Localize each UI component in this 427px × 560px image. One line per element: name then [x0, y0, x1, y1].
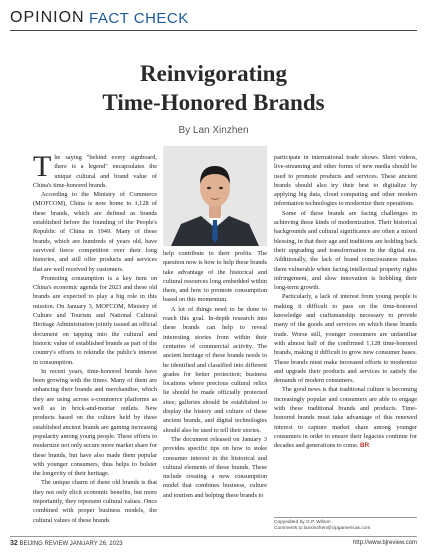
- paragraph: The good news is that traditional culture is becoming increasingly popular and consumers are able to engage with these traditional brands and products. Time-honored brands must take advantage of this renewed interest to capture market share among younger consumers in order to ensure their legacies continue for decades and generations to come. BR: [274, 386, 417, 450]
- footer-divider: [10, 536, 417, 537]
- paragraph: participate in international trade shows. Short videos, live-streaming and other forms of new media should be used to promote products and services. These ancient brands should also try their best to digitalize by applying big data, cloud computing and other modern information technologies to modernize their operations.: [274, 154, 417, 208]
- subsection-label: FACT CHECK: [89, 10, 189, 27]
- paragraph: help contribute to their profits. The question now is how to help these brands take advantage of the historical and cultural resources long embedded within them, and how to promote consumption based on this momentum.: [163, 250, 267, 304]
- article-column-3: [274, 153, 417, 451]
- header-divider: [10, 30, 417, 31]
- end-mark: BR: [360, 442, 370, 450]
- paragraph: Promoting consumption is a key item on China's economic agenda for 2023 and these old brands are expected to play a big role in this mission. On January 3, MOFCOM, Ministry of Culture and Tourism and National Cultural Heritage Administration jointly issued an official document on tapping into the cultural and historic value of established brands as part of the country's efforts to rekindle the public's interest in consumption.: [33, 274, 157, 366]
- paragraph: Particularly, a lack of interest from young people is making it difficult to pass on the time-honored knowledge and craftsmanship necessary to provide many of the goods and services on which these brands trade. Worse still, younger consumers are unfamiliar with almost half of the confirmed 1,128 time-honored brands, making it difficult to grow new consumer bases. These brands must make increased efforts to modernize and upgrade their products and services to satisfy the demands of modern consumers.: [274, 293, 417, 385]
- page-number: 32: [10, 540, 18, 547]
- paragraph: The document released on January 3 provides specific tips on how to stoke consumer interest in the historical and cultural elements of these brands. These include creating a new consumption model that combines business, culture and tourism and helping these brands to: [163, 435, 267, 499]
- article-title-line2: Time-Honored Brands: [102, 90, 325, 115]
- copyedit-divider: [274, 517, 417, 518]
- paragraph: Some of these brands are facing challenges in achieving these kinds of modernization. Their historical backgrounds and cultural significance are often a mixed blessing, in that their age and traditions are holding back their upgrading and transformation in the digital era. Additionally, the lack of brand consciousness makes them vulnerable when facing intellectual property rights infringement, and slow innovation is hobbling their long-term growth.: [274, 209, 417, 292]
- copyedit-credit: Copyedited by G.P. Wilson: [274, 520, 331, 525]
- byline: By Lan Xinzhen: [178, 125, 249, 136]
- drop-cap: T: [33, 150, 52, 183]
- paragraph: The saying "behind every signboard, there is a legend" encapsulates the unique cultural and brand value of China's time-honored brands.: [33, 150, 157, 189]
- author-portrait-image: [163, 146, 267, 246]
- paragraph: According to the Ministry of Commerce (MOFCOM), China is now home to 1,128 of these brands, which are defined as brands established before the founding of the People's Republic of China in 1949. Many of these brands, which are hundreds of years old, have survived fierce competition over their long histories, and still offer products and services that are well received by customers.: [33, 191, 157, 273]
- article-title-line1: Reinvigorating: [140, 61, 287, 86]
- website-link[interactable]: http://www.bjreview.com: [352, 540, 417, 546]
- publication-date: BEIJING REVIEW JANUARY 26, 2023: [19, 541, 123, 547]
- article-column-1: [33, 150, 157, 525]
- comments-contact: Comments to lanxinzhen@cipgamericas.com: [274, 526, 371, 531]
- author-photo: [163, 146, 267, 246]
- footer-left: [10, 540, 123, 547]
- section-label: OPINION: [10, 9, 85, 26]
- paragraph: In recent years, time-honored brands have been growing with the times. Many of them are enhancing their brands and merchandise, which they are using across e-commerce platforms as well as in brick-and-mortar outlets. New products based on the culture held by these established ancient brands are gaining increasing popularity among young people. These efforts to modernize not only secure more market share for these brands, but have also made them popular with younger consumers, thus helps to bolster the longevity of their heritage.: [33, 367, 157, 478]
- section-header: [10, 6, 417, 28]
- paragraph: The unique charm of these old brands is that they not only elicit economic benefits, but more importantly, they represent cultural values. Once combined with proper business models, the cultural values of these brands: [33, 479, 157, 524]
- paragraph: A lot of things need to be done to reach this goal. In-depth research into these brands can help to reveal interesting stories from within their centuries of commercial activity. The ancient heritage of these brands needs to be identified and classified into different grades for better protection; business locations where precious cultural relics lie should be made officially protected sites; galleries should be established to display the history and culture of these ancient brands, and digital technologies should also be used to tell their stories.: [163, 305, 267, 434]
- article-column-2: [163, 249, 267, 500]
